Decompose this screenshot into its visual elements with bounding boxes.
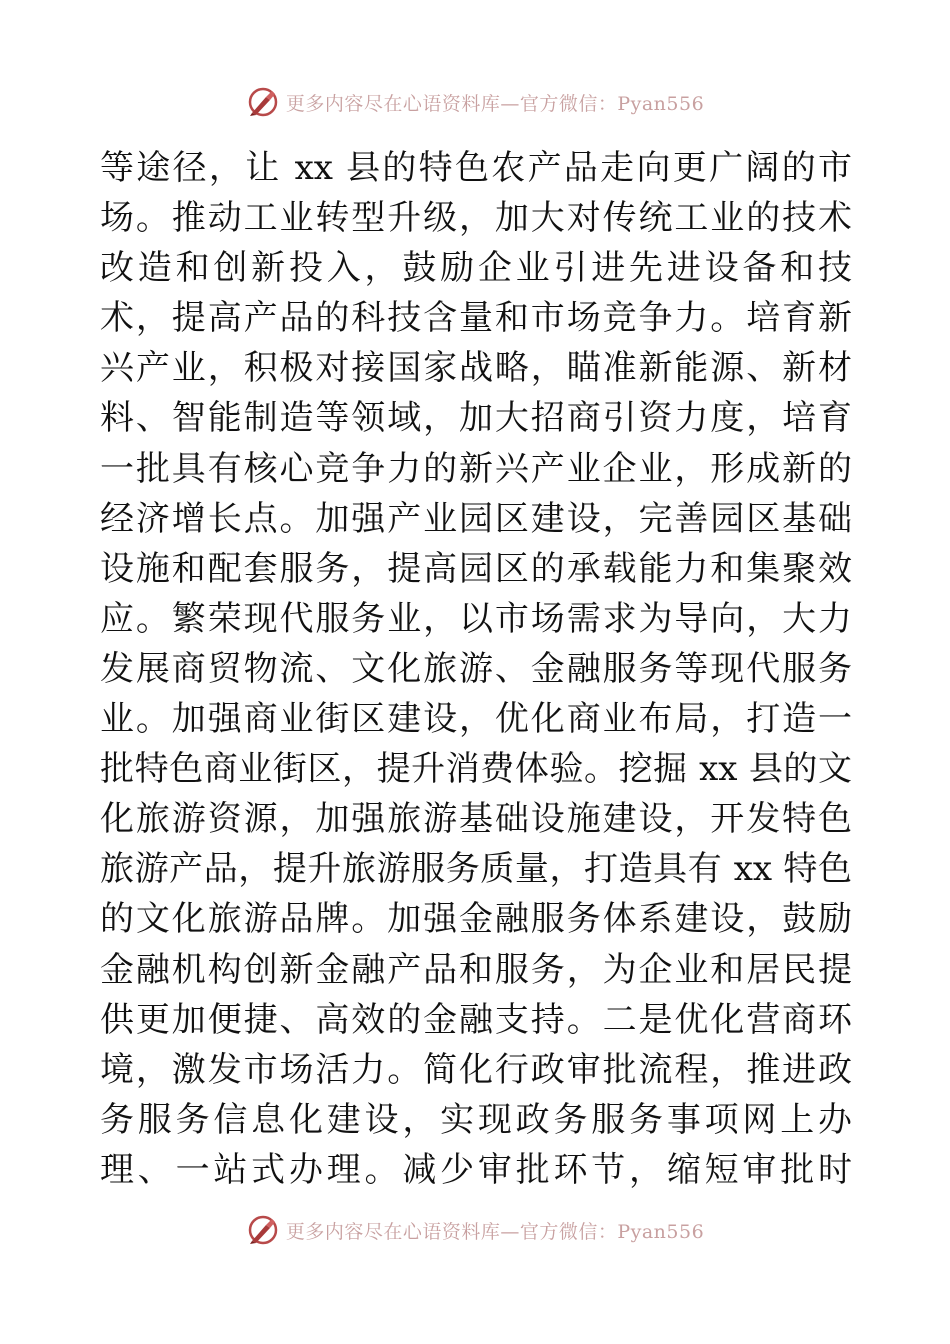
- text-line: 化旅游资源，加强旅游基础设施建设，开发特色: [100, 799, 852, 840]
- text-line: 供更加便捷、高效的金融支持。二是优化营商环: [100, 999, 852, 1040]
- text-line: 等途径，让 xx 县的特色农产品走向更广阔的市: [100, 148, 852, 188]
- text-line: 的文化旅游品牌。加强金融服务体系建设，鼓励: [100, 899, 852, 940]
- text-line: 设施和配套服务，提高园区的承载能力和集聚效: [100, 548, 852, 589]
- text-line: 场。推动工业转型升级，加大对传统工业的技术: [100, 198, 852, 239]
- document-body: [100, 143, 852, 1195]
- text-line: 改造和创新投入，鼓励企业引进先进设备和技: [100, 248, 852, 289]
- footer-watermark-text: 更多内容尽在心语资料库—官方微信：Pyan556: [285, 1220, 705, 1243]
- footer-watermark: [0, 1210, 950, 1250]
- header-watermark: [0, 82, 950, 122]
- text-line: 业。加强商业街区建设，优化商业布局，打造一: [100, 699, 852, 740]
- pen-logo-icon: [246, 85, 280, 119]
- text-line: 经济增长点。加强产业园区建设，完善园区基础: [100, 498, 852, 539]
- header-watermark-text: 更多内容尽在心语资料库—官方微信：Pyan556: [285, 92, 705, 115]
- text-line: 发展商贸物流、文化旅游、金融服务等现代服务: [100, 648, 852, 689]
- text-line: 旅游产品，提升旅游服务质量，打造具有 xx 特色: [100, 849, 852, 890]
- text-line: 兴产业，积极对接国家战略，瞄准新能源、新材: [100, 348, 852, 389]
- text-line: 料、智能制造等领域，加大招商引资力度，培育: [100, 398, 852, 439]
- text-line: 批特色商业街区，提升消费体验。挖掘 xx 县的文: [100, 749, 852, 790]
- pen-logo-icon: [246, 1213, 280, 1247]
- text-line: 一批具有核心竞争力的新兴产业企业，形成新的: [100, 448, 852, 489]
- text-line: 理、一站式办理。减少审批环节，缩短审批时: [100, 1149, 852, 1190]
- text-line: 应。繁荣现代服务业，以市场需求为导向，大力: [100, 598, 852, 639]
- text-line: 境，激发市场活力。简化行政审批流程，推进政: [100, 1049, 852, 1090]
- text-line: 术，提高产品的科技含量和市场竞争力。培育新: [100, 298, 852, 339]
- text-line: 金融机构创新金融产品和服务，为企业和居民提: [100, 949, 852, 990]
- text-line: 务服务信息化建设，实现政务服务事项网上办: [100, 1099, 852, 1140]
